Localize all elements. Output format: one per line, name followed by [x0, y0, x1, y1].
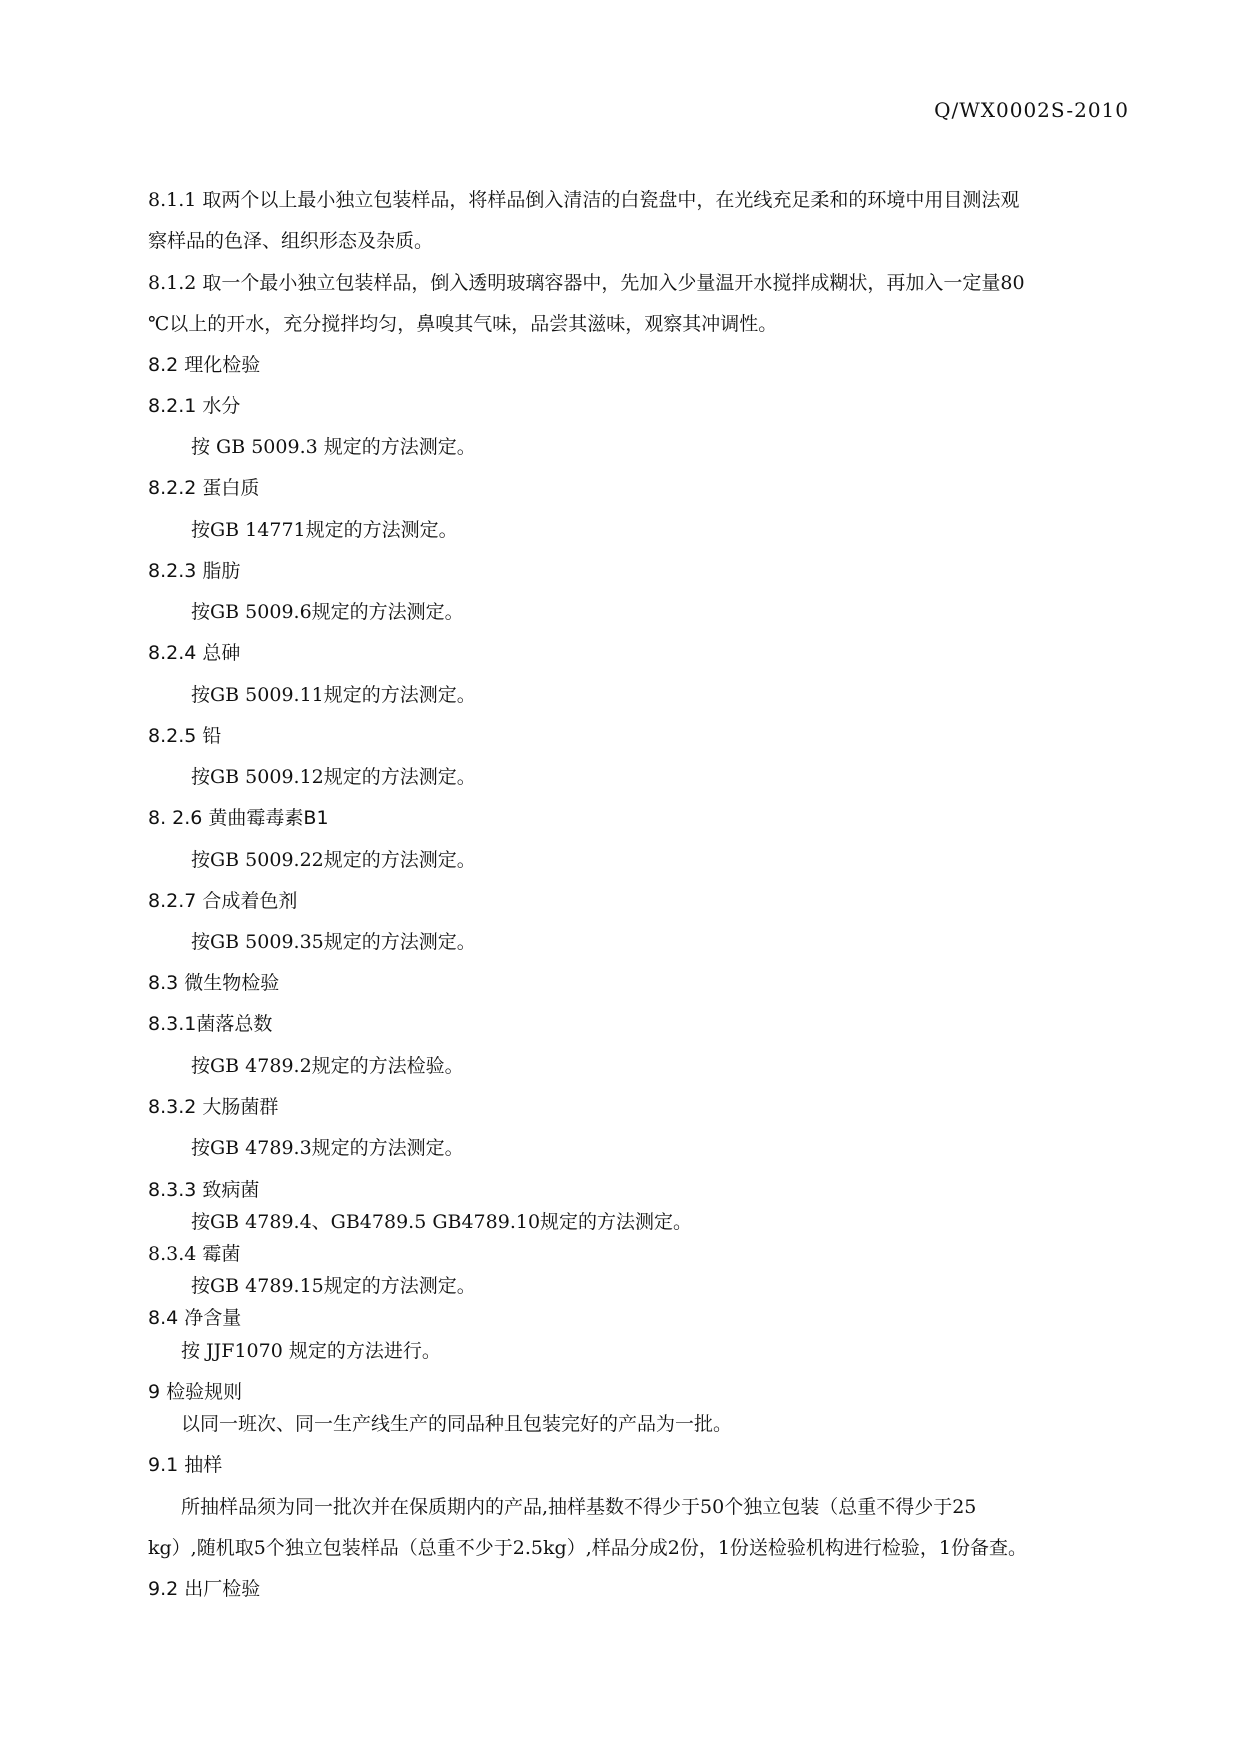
document-code: Q/WX0002S-2010	[934, 98, 1129, 122]
section-heading: 8.2 理化检验	[148, 354, 261, 376]
section-heading: 9 检验规则	[148, 1381, 243, 1403]
text-line: 按GB 5009.12规定的方法测定。	[191, 766, 476, 788]
text-line: 按GB 5009.35规定的方法测定。	[191, 931, 476, 953]
section-heading: 8.3.1菌落总数	[148, 1013, 273, 1035]
section-heading: 8. 2.6 黄曲霉毒素B1	[148, 807, 329, 829]
section-heading: 9.2 出厂检验	[148, 1578, 261, 1600]
text-line: 按GB 4789.15规定的方法测定。	[191, 1275, 476, 1297]
text-line: 按GB 4789.2规定的方法检验。	[191, 1055, 464, 1077]
section-heading: 8.3.4 霉菌	[148, 1243, 241, 1265]
text-line: kg）,随机取5个独立包装样品（总重不少于2.5kg）,样品分成2份，1份送检验机构进行检验，1份备查。	[148, 1537, 1028, 1559]
section-heading: 8.2.3 脂肪	[148, 560, 241, 582]
text-line: 按GB 4789.3规定的方法测定。	[191, 1137, 464, 1159]
text-line: 按 GB 5009.3 规定的方法测定。	[191, 436, 476, 458]
text-line: 按GB 5009.11规定的方法测定。	[191, 684, 476, 706]
section-heading: 8.4 净含量	[148, 1307, 242, 1329]
section-heading: 9.1 抽样	[148, 1454, 223, 1476]
section-heading: 8.2.2 蛋白质	[148, 477, 260, 499]
section-heading: 8.2.7 合成着色剂	[148, 890, 298, 912]
text-line: 按GB 14771规定的方法测定。	[191, 519, 458, 541]
section-heading: 8.3.3 致病菌	[148, 1179, 260, 1201]
text-line: 按GB 4789.4、GB4789.5 GB4789.10规定的方法测定。	[191, 1211, 693, 1233]
text-line: 所抽样品须为同一批次并在保质期内的产品,抽样基数不得少于50个独立包装（总重不得少于25	[181, 1496, 977, 1518]
section-heading: 8.3 微生物检验	[148, 972, 280, 994]
text-line: 8.1.1 取两个以上最小独立包装样品，将样品倒入清洁的白瓷盘中，在光线充足柔和的环境中用目测法观	[148, 189, 1020, 211]
text-line: 按GB 5009.22规定的方法测定。	[191, 849, 476, 871]
section-heading: 8.2.4 总砷	[148, 642, 241, 664]
text-line: 8.1.2 取一个最小独立包装样品，倒入透明玻璃容器中，先加入少量温开水搅拌成糊状，再加入一定量80	[148, 272, 1025, 294]
section-heading: 8.3.2 大肠菌群	[148, 1096, 279, 1118]
text-line: 按 JJF1070 规定的方法进行。	[181, 1340, 441, 1362]
text-line: 察样品的色泽、组织形态及杂质。	[148, 230, 434, 252]
section-heading: 8.2.1 水分	[148, 395, 241, 417]
text-line: ℃以上的开水，充分搅拌均匀，鼻嗅其气味，品尝其滋味，观察其冲调性。	[148, 313, 778, 335]
text-line: 按GB 5009.6规定的方法测定。	[191, 601, 464, 623]
section-heading: 8.2.5 铅	[148, 725, 222, 747]
text-line: 以同一班次、同一生产线生产的同品种且包装完好的产品为一批。	[181, 1413, 733, 1435]
